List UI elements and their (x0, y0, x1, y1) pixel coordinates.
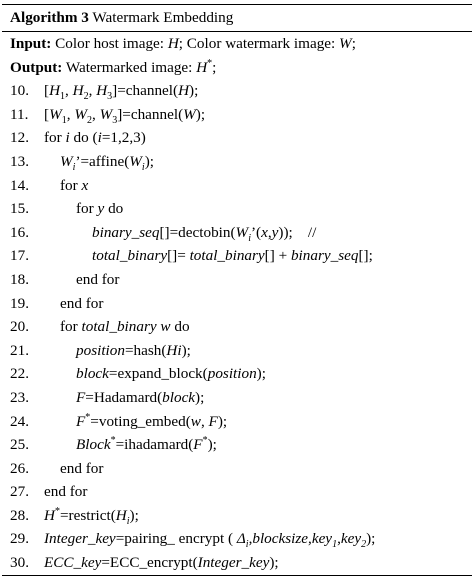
code-line-27: 27. end for (10, 483, 88, 501)
code-line-15: 15. for y do (10, 200, 124, 218)
code-line-12: 12. for i do (i=1,2,3) (10, 129, 146, 147)
code-line-18: 18. end for (10, 270, 120, 288)
algorithm-name: Watermark Embedding (92, 9, 234, 26)
input-line: Input: Color host image: H; Color watermark image: W; (10, 35, 356, 52)
code-line-13: 13. $W_i’=affine(W_i)$; (10, 152, 154, 173)
code-line-29: 29. Integer_key=pairing_ encrypt ( $\Delta_i,blocksize,key_1,key_2$); (10, 530, 376, 551)
code-line-17: 17. total_binary[]= total_binary[] + binary_seq[]; (10, 247, 373, 265)
code-line-24: 24. F*=voting_embed(w, F); (10, 411, 228, 430)
bottom-rule (2, 575, 472, 576)
code-line-20: 20. for total_binary w do (10, 318, 190, 336)
algorithm-number: Algorithm 3 (10, 9, 89, 26)
code-line-26: 26. end for (10, 459, 104, 477)
code-line-30: 30. ECC_key=ECC_encrypt(Integer_key); (10, 554, 279, 572)
code-line-22: 22. block=expand_block(position); (10, 365, 266, 383)
code-line-16: 16. $binary\_seq[]=dectobin(W_i’(x,y))$; // (10, 223, 317, 244)
code-line-25: 25. Block*=ihadamard(F*); (10, 435, 217, 454)
code-line-21: 21. position=hash(Hi); (10, 341, 191, 359)
code-line-19: 19. end for (10, 294, 104, 312)
code-line-23: 23. F=Hadamard(block); (10, 388, 205, 406)
code-line-14: 14. for x (10, 176, 89, 194)
code-line-10: 10. [$H_1$, $H_2$, $H_3]=channel(H)$; (10, 82, 199, 103)
algorithm-title (2, 5, 472, 31)
output-line: Output: Watermarked image: H*; (10, 57, 217, 76)
code-line-11: 11. [$W_1$, $W_2$, $W_3]=channel(W)$; (10, 105, 206, 126)
code-line-28: 28. $H^*=restrict(H_i)$; (10, 505, 139, 527)
algorithm-box (2, 4, 472, 576)
